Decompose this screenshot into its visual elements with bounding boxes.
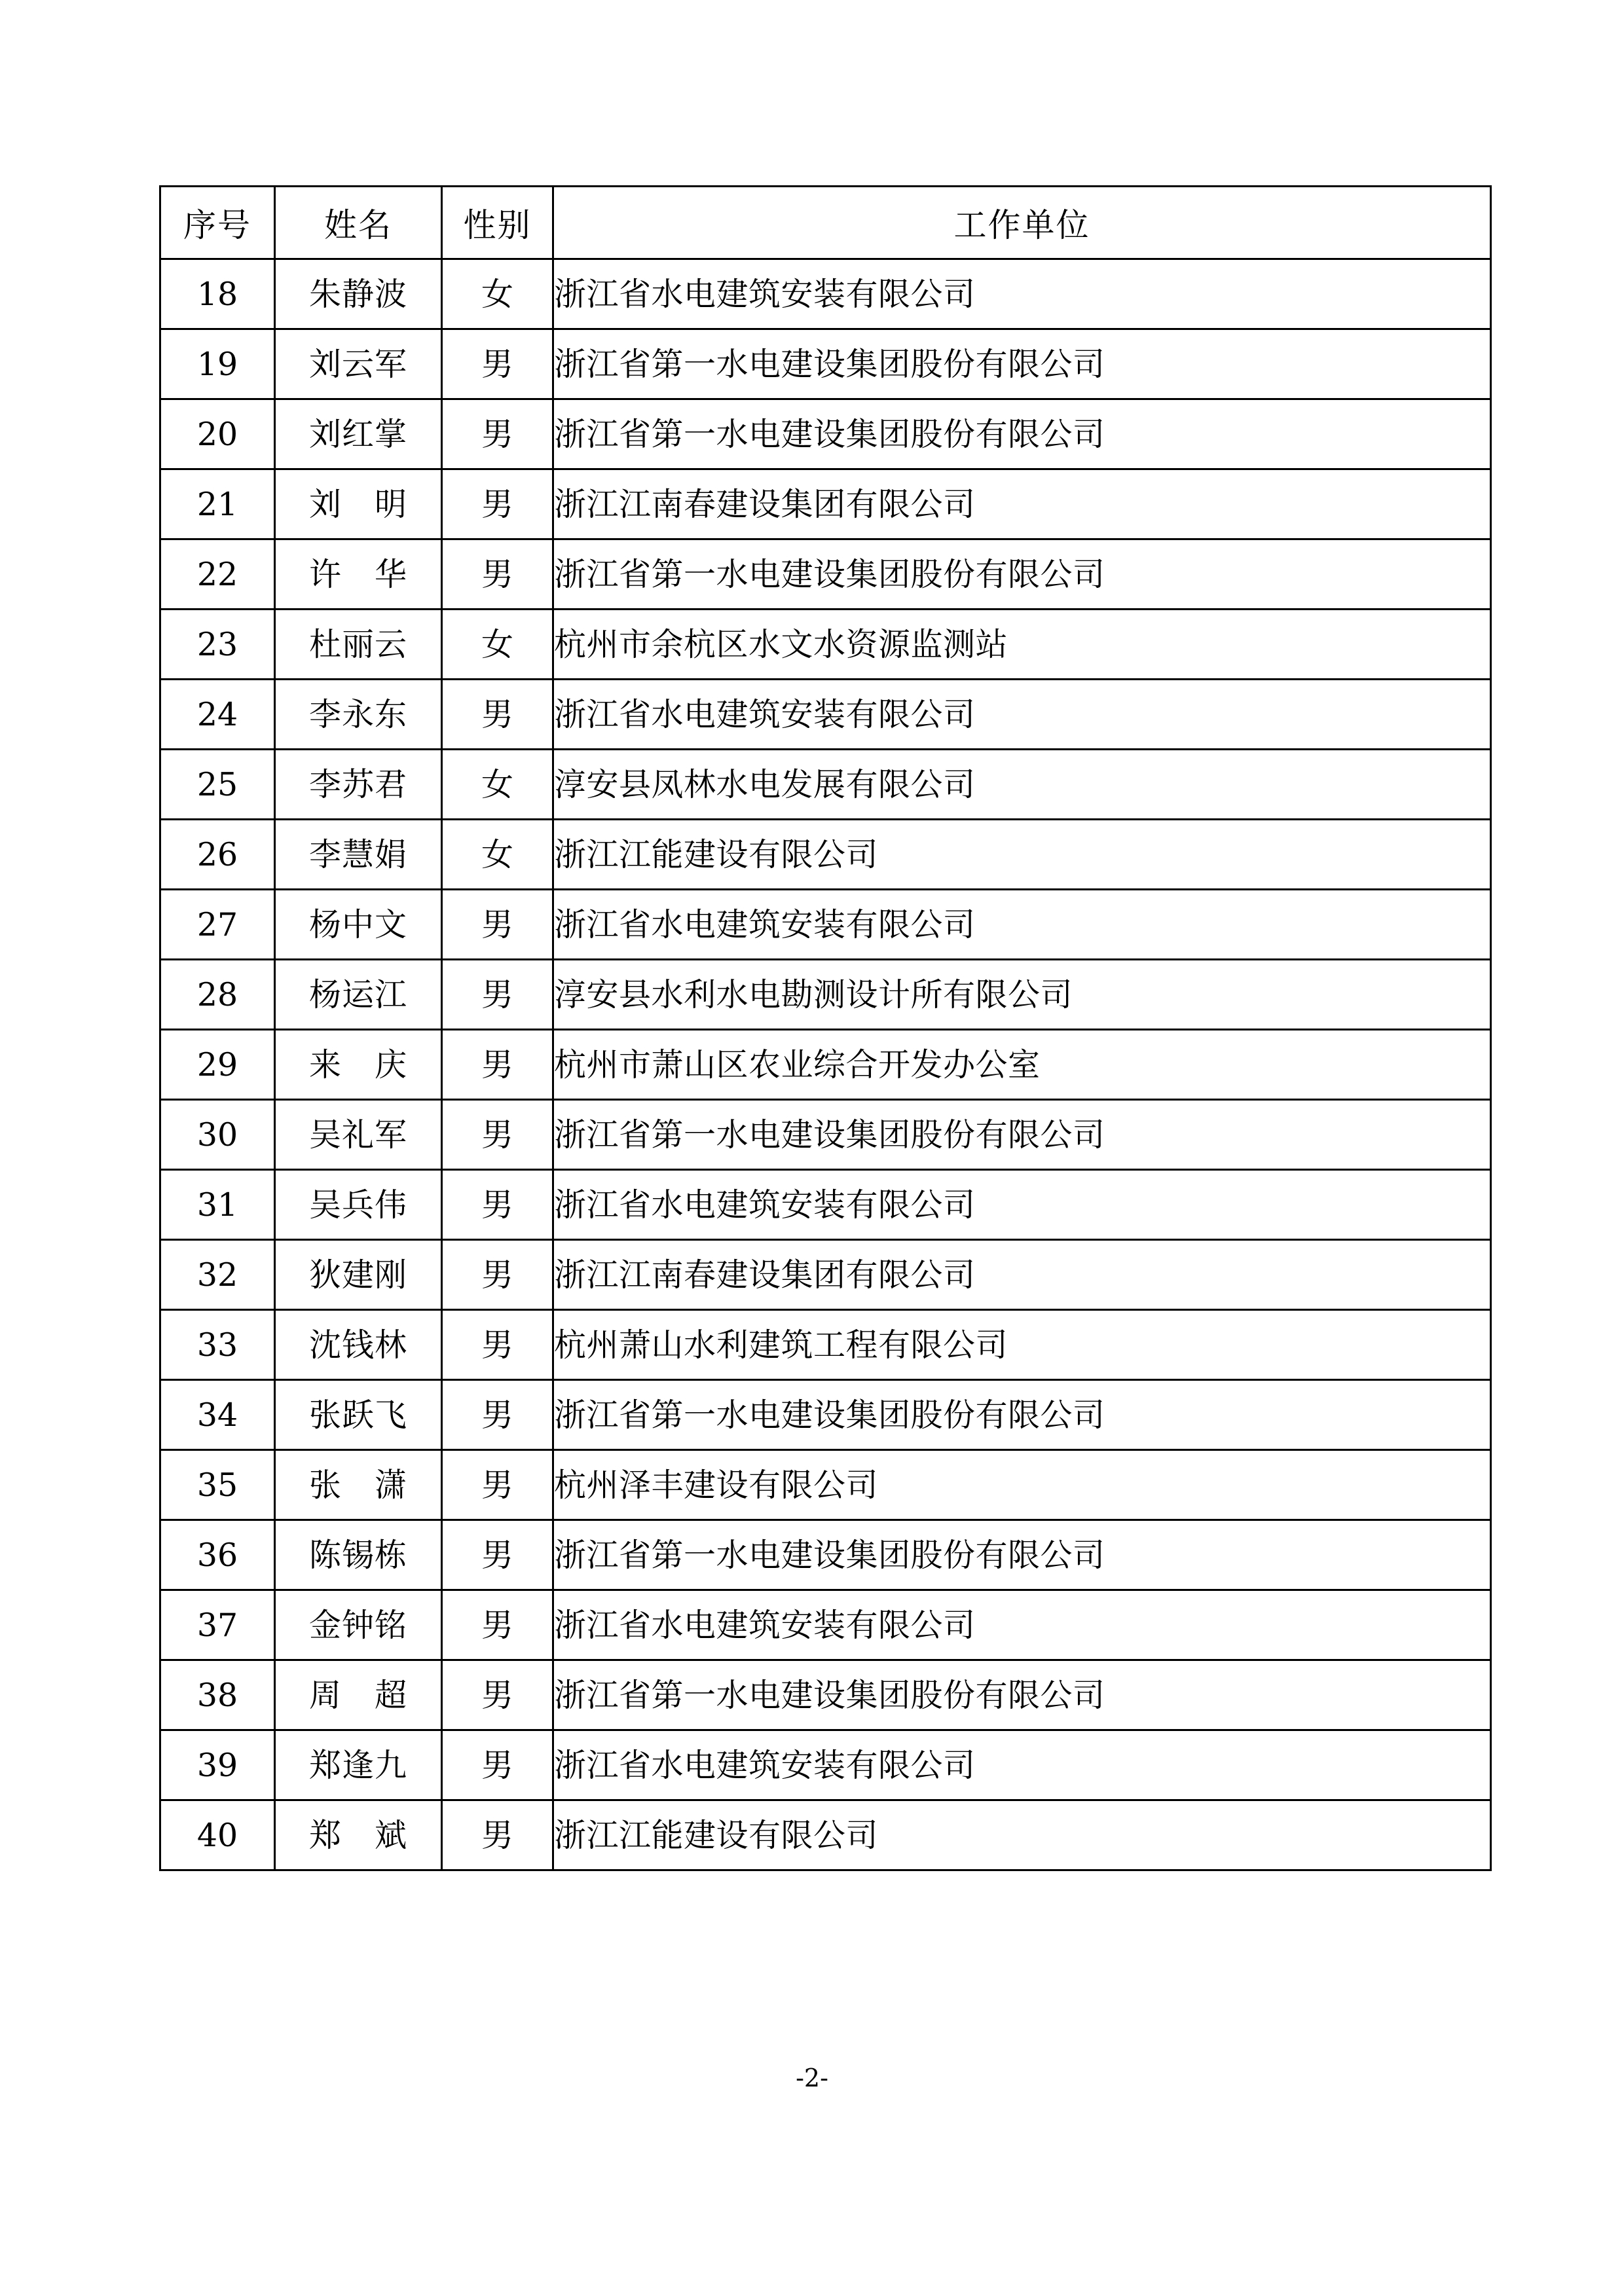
cell-index: 28 [160,960,275,1030]
cell-name: 周 超 [275,1660,442,1730]
cell-index: 38 [160,1660,275,1730]
cell-organization: 浙江省水电建筑安装有限公司 [553,680,1491,750]
cell-sex: 男 [442,1100,553,1170]
table-row [160,399,1491,469]
cell-sex: 男 [442,1240,553,1310]
cell-organization: 浙江江南春建设集团有限公司 [553,1240,1491,1310]
cell-name: 张 潇 [275,1450,442,1520]
cell-sex: 男 [442,890,553,960]
table-row [160,1310,1491,1380]
table-body [160,259,1491,1870]
table-row [160,1030,1491,1100]
roster-table-container [159,185,1490,1871]
table-header-row [160,187,1491,259]
cell-index: 39 [160,1730,275,1800]
cell-index: 31 [160,1170,275,1240]
cell-organization: 浙江江能建设有限公司 [553,820,1491,890]
cell-index: 27 [160,890,275,960]
table-row [160,1800,1491,1870]
cell-index: 26 [160,820,275,890]
cell-name: 吴礼军 [275,1100,442,1170]
cell-sex: 男 [442,329,553,399]
cell-sex: 男 [442,1030,553,1100]
cell-name: 李慧娟 [275,820,442,890]
cell-organization: 浙江省第一水电建设集团股份有限公司 [553,1100,1491,1170]
cell-sex: 女 [442,750,553,820]
cell-sex: 男 [442,680,553,750]
table-row [160,1240,1491,1310]
cell-sex: 女 [442,820,553,890]
cell-index: 34 [160,1380,275,1450]
column-header-name: 姓名 [275,187,442,259]
table-row [160,1730,1491,1800]
table-row [160,680,1491,750]
table-row [160,1380,1491,1450]
cell-index: 24 [160,680,275,750]
cell-organization: 杭州市余杭区水文水资源监测站 [553,610,1491,680]
cell-index: 23 [160,610,275,680]
cell-sex: 男 [442,1730,553,1800]
cell-index: 22 [160,539,275,610]
cell-organization: 浙江省第一水电建设集团股份有限公司 [553,539,1491,610]
cell-sex: 男 [442,1170,553,1240]
table-header [160,187,1491,259]
cell-sex: 男 [442,1450,553,1520]
cell-name: 杨中文 [275,890,442,960]
cell-sex: 女 [442,259,553,329]
cell-sex: 男 [442,1800,553,1870]
cell-name: 刘云军 [275,329,442,399]
cell-name: 来 庆 [275,1030,442,1100]
cell-name: 吴兵伟 [275,1170,442,1240]
cell-organization: 淳安县凤林水电发展有限公司 [553,750,1491,820]
roster-table [159,185,1492,1871]
cell-sex: 男 [442,469,553,539]
table-row [160,469,1491,539]
cell-sex: 男 [442,399,553,469]
cell-index: 33 [160,1310,275,1380]
cell-name: 许 华 [275,539,442,610]
cell-index: 29 [160,1030,275,1100]
cell-name: 陈锡栋 [275,1520,442,1590]
cell-sex: 男 [442,539,553,610]
cell-organization: 淳安县水利水电勘测设计所有限公司 [553,960,1491,1030]
cell-organization: 杭州萧山水利建筑工程有限公司 [553,1310,1491,1380]
cell-index: 32 [160,1240,275,1310]
cell-sex: 男 [442,1380,553,1450]
cell-organization: 浙江省水电建筑安装有限公司 [553,1170,1491,1240]
cell-sex: 女 [442,610,553,680]
cell-organization: 浙江省水电建筑安装有限公司 [553,259,1491,329]
cell-index: 21 [160,469,275,539]
cell-organization: 浙江省第一水电建设集团股份有限公司 [553,329,1491,399]
cell-name: 金钟铭 [275,1590,442,1660]
table-row [160,259,1491,329]
cell-organization: 浙江省第一水电建设集团股份有限公司 [553,1520,1491,1590]
table-row [160,1450,1491,1520]
cell-organization: 浙江江南春建设集团有限公司 [553,469,1491,539]
cell-organization: 浙江省第一水电建设集团股份有限公司 [553,1380,1491,1450]
table-row [160,610,1491,680]
cell-sex: 男 [442,1590,553,1660]
cell-sex: 男 [442,1660,553,1730]
cell-organization: 浙江江能建设有限公司 [553,1800,1491,1870]
cell-index: 19 [160,329,275,399]
cell-organization: 浙江省水电建筑安装有限公司 [553,1590,1491,1660]
cell-name: 刘红掌 [275,399,442,469]
cell-name: 刘 明 [275,469,442,539]
table-row [160,1100,1491,1170]
cell-index: 37 [160,1590,275,1660]
table-row [160,329,1491,399]
column-header-index: 序号 [160,187,275,259]
cell-index: 40 [160,1800,275,1870]
column-header-sex: 性别 [442,187,553,259]
cell-name: 杨运江 [275,960,442,1030]
page-number: -2- [796,2064,828,2092]
cell-index: 30 [160,1100,275,1170]
cell-name: 张跃飞 [275,1380,442,1450]
cell-sex: 男 [442,1520,553,1590]
cell-name: 沈钱林 [275,1310,442,1380]
table-row [160,820,1491,890]
cell-name: 李苏君 [275,750,442,820]
cell-sex: 男 [442,960,553,1030]
cell-index: 36 [160,1520,275,1590]
cell-organization: 浙江省第一水电建设集团股份有限公司 [553,399,1491,469]
table-row [160,890,1491,960]
table-row [160,1590,1491,1660]
table-row [160,1660,1491,1730]
cell-index: 20 [160,399,275,469]
cell-organization: 浙江省水电建筑安装有限公司 [553,890,1491,960]
cell-index: 35 [160,1450,275,1520]
table-row [160,1170,1491,1240]
cell-index: 18 [160,259,275,329]
cell-name: 郑逢九 [275,1730,442,1800]
cell-organization: 浙江省第一水电建设集团股份有限公司 [553,1660,1491,1730]
column-header-organization: 工作单位 [553,187,1491,259]
cell-index: 25 [160,750,275,820]
cell-organization: 浙江省水电建筑安装有限公司 [553,1730,1491,1800]
cell-name: 杜丽云 [275,610,442,680]
cell-name: 郑 斌 [275,1800,442,1870]
table-row [160,1520,1491,1590]
cell-name: 李永东 [275,680,442,750]
cell-name: 朱静波 [275,259,442,329]
cell-name: 狄建刚 [275,1240,442,1310]
table-row [160,960,1491,1030]
cell-organization: 杭州泽丰建设有限公司 [553,1450,1491,1520]
table-row [160,750,1491,820]
table-row [160,539,1491,610]
cell-organization: 杭州市萧山区农业综合开发办公室 [553,1030,1491,1100]
cell-sex: 男 [442,1310,553,1380]
